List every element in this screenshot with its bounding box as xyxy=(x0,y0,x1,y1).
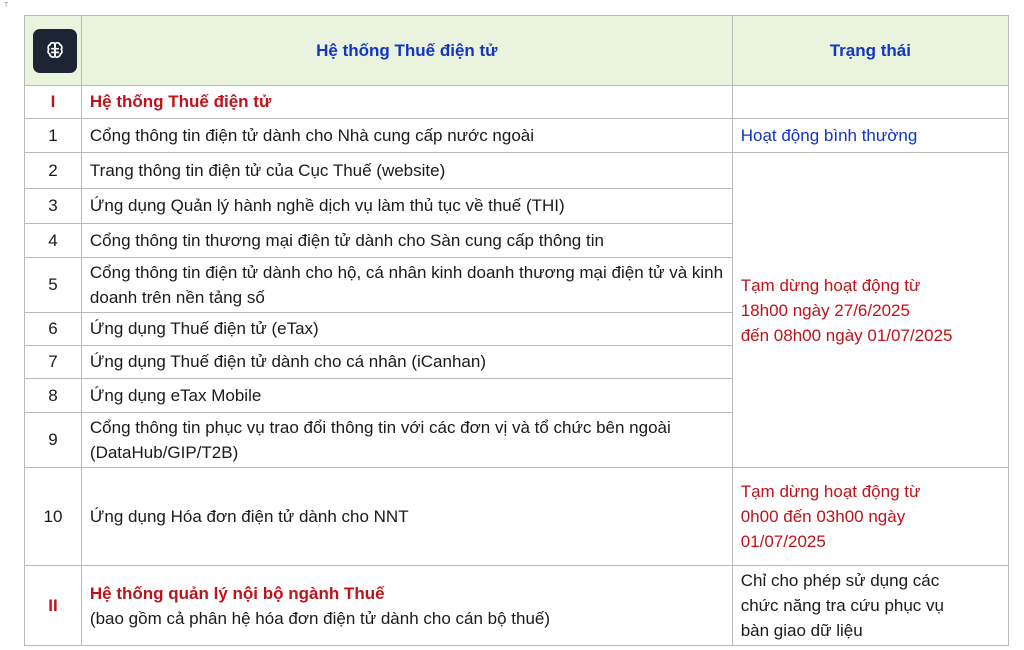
status-suspend-group xyxy=(732,153,1008,468)
section-number: II xyxy=(25,566,82,646)
table-row xyxy=(25,153,1009,189)
row-number: 9 xyxy=(25,413,82,468)
status-line: đến 08h00 ngày 01/07/2025 xyxy=(740,325,953,345)
row-number: 2 xyxy=(25,153,82,189)
status-line: 18h00 ngày 27/6/2025 xyxy=(740,300,910,320)
status-normal: Hoạt động bình thường xyxy=(732,119,1008,153)
row-name: Cổng thông tin phục vụ trao đổi thông tin với các đơn vị và tổ chức bên ngoài (DataHub/GIP/T2B) xyxy=(81,413,732,468)
header-row xyxy=(25,16,1009,86)
row-name: Trang thông tin điện tử của Cục Thuế (website) xyxy=(81,153,732,189)
row-number: 1 xyxy=(25,119,82,153)
status-suspend-einvoice xyxy=(732,468,1008,566)
table-row xyxy=(25,119,1009,153)
section-title-cell xyxy=(81,566,732,646)
row-number: 7 xyxy=(25,346,82,379)
table-row xyxy=(25,468,1009,566)
corner-mark: T xyxy=(4,2,9,9)
brain-icon xyxy=(33,29,77,73)
header-status: Trạng thái xyxy=(732,16,1008,86)
section-subtitle: (bao gồm cả phân hệ hóa đơn điện tử dành cho cán bộ thuế) xyxy=(89,608,551,628)
section-title: Hệ thống quản lý nội bộ ngành Thuế xyxy=(89,583,385,603)
section-row xyxy=(25,86,1009,119)
row-name: Cổng thông tin điện tử dành cho Nhà cung cấp nước ngoài xyxy=(81,119,732,153)
row-name: Ứng dụng eTax Mobile xyxy=(81,379,732,413)
row-number: 3 xyxy=(25,189,82,224)
row-number: 8 xyxy=(25,379,82,413)
row-number: 4 xyxy=(25,224,82,258)
section-number: I xyxy=(25,86,82,119)
status-line: 01/07/2025 xyxy=(740,532,826,551)
section-status-cell xyxy=(732,86,1008,119)
row-name: Cổng thông tin thương mại điện tử dành cho Sàn cung cấp thông tin xyxy=(81,224,732,258)
row-number: 5 xyxy=(25,258,82,313)
row-name: Ứng dụng Thuế điện tử (eTax) xyxy=(81,313,732,346)
status-line: bàn giao dữ liệu xyxy=(740,621,863,640)
section-row xyxy=(25,566,1009,646)
row-name: Ứng dụng Hóa đơn điện tử dành cho NNT xyxy=(81,468,732,566)
row-number: 6 xyxy=(25,313,82,346)
status-line: Chỉ cho phép sử dụng các xyxy=(740,571,940,590)
row-name: Ứng dụng Quản lý hành nghề dịch vụ làm thủ tục về thuế (THI) xyxy=(81,189,732,224)
status-table xyxy=(24,15,1009,646)
row-name: Ứng dụng Thuế điện tử dành cho cá nhân (iCanhan) xyxy=(81,346,732,379)
section-title: Hệ thống Thuế điện tử xyxy=(81,86,732,119)
status-line: 0h00 đến 03h00 ngày xyxy=(740,507,906,526)
status-line: Tạm dừng hoạt động từ xyxy=(740,482,921,501)
logo-cell xyxy=(25,16,82,86)
status-line: Tạm dừng hoạt động từ xyxy=(740,275,921,295)
row-name: Cổng thông tin điện tử dành cho hộ, cá nhân kinh doanh thương mại điện tử và kinh doanh trên nền tảng số xyxy=(81,258,732,313)
header-system: Hệ thống Thuế điện tử xyxy=(81,16,732,86)
status-line: chức năng tra cứu phục vụ xyxy=(740,596,944,615)
row-number: 10 xyxy=(25,468,82,566)
status-lookup-only xyxy=(732,566,1008,646)
